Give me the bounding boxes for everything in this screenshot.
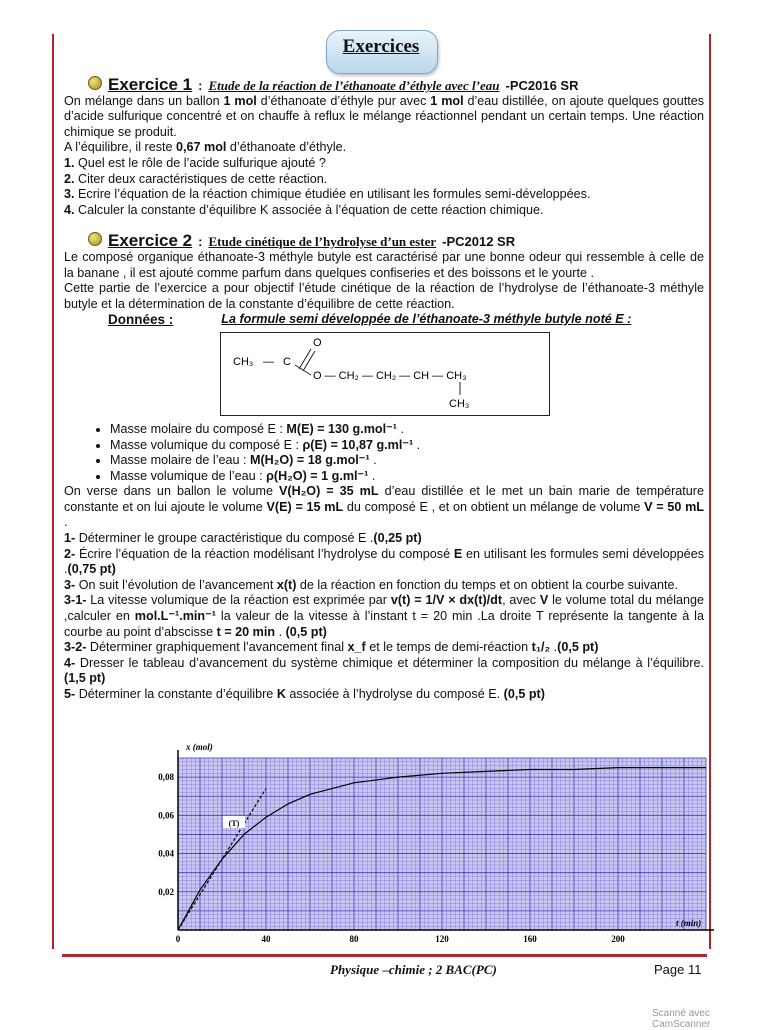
bullet-ball-icon	[88, 76, 102, 90]
text-run: 3-	[64, 577, 76, 592]
exercise-1-subtitle: Etude de la réaction de l’éthanoate d’éthyle avec l’eau	[208, 78, 500, 93]
text-run: d’éthanoate d’éthyle pur avec	[256, 93, 431, 108]
x-axis-label: t (min)	[676, 918, 702, 928]
exercise-1-question: 4. Calculer la constante d’équilibre K associée à l’équation de cette réaction chimique.	[64, 202, 544, 217]
text-run: Masse molaire de l’eau :	[110, 453, 250, 468]
text-run: du composé E , et on obtient un mélange de volume	[343, 499, 645, 514]
text-run: la valeur de la vitesse à l’instant t = 20 min .La droite T représente la tangente à la courbe au point d’abscisse	[64, 609, 704, 639]
text-run: le volume total du mélange ,calculer en	[64, 593, 705, 624]
text-run: (0,75 pt)	[67, 562, 116, 577]
text-run: 1-	[64, 531, 76, 546]
exercise-2-question	[64, 531, 704, 547]
exercise-2-question	[64, 656, 704, 687]
exercise-2-objective: Cette partie de l’exercice a pour objectif l’étude cinétique de la réaction de l’hydrolyse de l’éthanoate-3 méthyle butyle et la détermination de la constante d’équilibre de cette réaction.	[64, 281, 704, 311]
formula-carbon: C	[283, 355, 291, 368]
text-run: .	[368, 468, 376, 483]
text-run: K	[276, 687, 286, 701]
text-run: ρ(E) = 10,87 g.ml⁻¹	[302, 437, 414, 452]
text-run: 3-1-	[64, 593, 87, 608]
text-run: .	[413, 437, 421, 452]
text-run: Dresser le tableau d’avancement du système chimique et déterminer la composition du mélange à l’équilibre.	[75, 655, 704, 670]
text-run: (0,5 pt)	[557, 640, 599, 655]
advancement-chart-svg	[140, 740, 720, 955]
formula-branch-methyl: CH₃	[449, 397, 470, 410]
text-run: V	[539, 593, 549, 608]
text-run: v(t) = 1/V × dx(t)/dt	[390, 593, 503, 608]
text-run: .	[369, 453, 377, 468]
x-tick-label: 200	[611, 934, 625, 944]
text-run: associée à l’hydrolyse du composé E.	[285, 687, 504, 701]
exercise-1-colon: :	[198, 78, 203, 93]
bullet-ball-icon	[88, 232, 102, 246]
text-run: mol.L⁻¹.min⁻¹	[134, 609, 216, 624]
x-tick-label: 80	[349, 934, 359, 944]
exercise-2-subtitle: Etude cinétique de l’hydrolyse d’un ester	[208, 234, 437, 250]
data-item	[110, 422, 704, 438]
text-run: (0,25 pt)	[373, 531, 422, 546]
data-list	[64, 422, 704, 484]
formula-oxygen: O	[313, 336, 322, 349]
tangent-label: (T)	[228, 818, 240, 828]
exercise-2-question	[64, 578, 704, 594]
advancement-chart	[140, 740, 720, 955]
exercise-1-label: Exercice 1	[108, 75, 193, 94]
exercise-2-question	[64, 687, 704, 703]
data-item	[110, 469, 704, 485]
text-run: On verse dans un ballon le volume	[64, 484, 279, 499]
text-run: La vitesse volumique de la réaction est exprimée par	[86, 593, 391, 608]
exercise-2-heading	[88, 232, 704, 250]
data-item	[110, 453, 704, 469]
text-run: On mélange dans un ballon	[64, 93, 224, 108]
text-run: 5-	[64, 687, 76, 701]
text-run: de la réaction en fonction du temps et on obtient la courbe suivante.	[296, 577, 678, 592]
document-body	[64, 76, 704, 703]
exercise-2-question	[64, 593, 704, 640]
text-run: ρ(H₂O) = 1 g.ml⁻¹	[266, 468, 369, 483]
formula-methyl: CH₃	[233, 355, 254, 368]
footer-subject: Physique –chimie ; 2 BAC(PC)	[330, 962, 497, 977]
text-run: .	[396, 421, 404, 436]
text-run: Déterminer la constante d’équilibre	[75, 687, 277, 701]
text-run: On suit l’évolution de l’avancement	[75, 577, 277, 592]
exercise-1-equilibrium	[64, 140, 704, 156]
text-run: (1,5 pt)	[64, 671, 106, 686]
exercise-2-question	[64, 640, 704, 656]
text-run: x_f	[347, 640, 366, 655]
text-run: t = 20 min	[216, 624, 276, 639]
page-number: Page 11	[654, 962, 702, 977]
formula-caption: La formule semi développée de l’éthanoate-3 méthyle butyle noté E :	[221, 312, 632, 327]
structural-formula	[221, 333, 549, 415]
text-run: et le temps de demi-réaction	[365, 640, 532, 655]
page-border-left	[52, 34, 54, 949]
data-item	[110, 438, 704, 454]
exercise-2-procedure	[64, 484, 704, 531]
text-run: 4-	[64, 655, 76, 670]
text-run: d’éthanoate d’éthyle.	[226, 140, 347, 155]
exercise-2-ref: -PC2012 SR	[442, 234, 516, 250]
text-run: 0,67 mol	[176, 140, 227, 155]
text-run: Masse volumique de l’eau :	[110, 468, 267, 483]
x-tick-label: 120	[435, 934, 449, 944]
text-run: Déterminer graphiquement l’avancement final	[86, 640, 348, 655]
text-run: en utilisant les formules semi développées .	[64, 546, 704, 577]
exercise-1-questions	[64, 156, 704, 218]
y-tick-label: 0,08	[158, 772, 174, 783]
exercise-1-question: 2. Citer deux caractéristiques de cette réaction.	[64, 171, 328, 186]
text-run: x(t)	[276, 577, 297, 592]
exercise-2-question	[64, 547, 704, 578]
exercise-1-ref: -PC2016 SR	[505, 78, 579, 93]
data-label: Données :	[108, 312, 174, 328]
y-tick-label: 0,06	[158, 810, 174, 821]
text-run: Déterminer le groupe caractéristique du composé E .	[75, 531, 374, 546]
text-run: M(H₂O) = 18 g.mol⁻¹	[250, 453, 370, 468]
text-run: .	[550, 640, 558, 655]
text-run: d’eau distillée et le met un bain marie de température constante et on lui ajoute le volume	[64, 484, 704, 514]
formula-chain: O — CH₂ — CH₂ — CH — CH₃	[313, 369, 467, 382]
footer-rule	[62, 954, 707, 957]
text-run: V = 50 mL	[644, 499, 704, 514]
exercise-1-question: 1. Quel est le rôle de l’acide sulfurique ajouté ?	[64, 155, 326, 170]
y-tick-label: 0,04	[158, 848, 174, 859]
text-run: Masse volumique du composé E :	[110, 437, 303, 452]
text-run: (0,5 pt)	[503, 687, 545, 701]
x-tick-label: 0	[175, 934, 181, 944]
page-title: Exercices	[342, 36, 420, 57]
text-run: A l’équilibre, il reste	[64, 140, 176, 155]
data-heading	[108, 312, 704, 328]
text-run: d’eau distillée, on ajoute quelques gouttes d’acide sulfurique concentré et on chauffe à reflux le mélange réactionnel pendant un certain temps. Une réaction chimique se produit.	[64, 93, 704, 139]
text-run: Masse molaire du composé E :	[110, 421, 287, 436]
y-tick-label: 0,02	[158, 886, 174, 897]
exercise-1-intro	[64, 94, 704, 141]
text-run: E	[453, 546, 463, 561]
text-run: , avec	[502, 593, 540, 608]
structural-formula-box	[220, 332, 550, 416]
text-run: .	[64, 515, 68, 530]
y-axis-label: x (mol)	[186, 742, 213, 752]
text-run: .	[275, 624, 286, 639]
exercise-2-label: Exercice 2	[108, 231, 193, 251]
exercise-2-intro: Le composé organique éthanoate-3 méthyle butyle est caractérisé par une bonne odeur qui ressemble à celle de la banane , il est ajouté comme parfum dans quelques confiseries et des boissons et le yourte .	[64, 249, 704, 280]
text-run: t₁/₂	[531, 640, 551, 655]
text-run: 1 mol	[223, 93, 257, 108]
exercise-1-heading	[88, 76, 704, 94]
text-run: M(E) = 130 g.mol⁻¹	[286, 421, 397, 436]
text-run: (0,5 pt)	[285, 624, 327, 639]
text-run: 1 mol	[430, 93, 464, 108]
exercise-1-question: 3. Ecrire l’équation de la réaction chimique étudiée en utilisant les formules semi-développées.	[64, 187, 591, 202]
x-tick-label: 160	[523, 934, 537, 944]
text-run: V(E) = 15 mL	[266, 499, 344, 514]
text-run: 3-2-	[64, 640, 87, 655]
exercise-2-colon: :	[198, 234, 203, 250]
scanner-watermark: Scanné avec CamScanner	[652, 1008, 711, 1030]
text-run: Écrire l’équation de la réaction modélisant l’hydrolyse du composé	[75, 546, 454, 561]
text-run: V(H₂O) = 35 mL	[279, 484, 379, 499]
text-run: 2-	[64, 546, 76, 561]
x-tick-label: 40	[261, 934, 271, 944]
formula-dash: —	[263, 355, 274, 368]
